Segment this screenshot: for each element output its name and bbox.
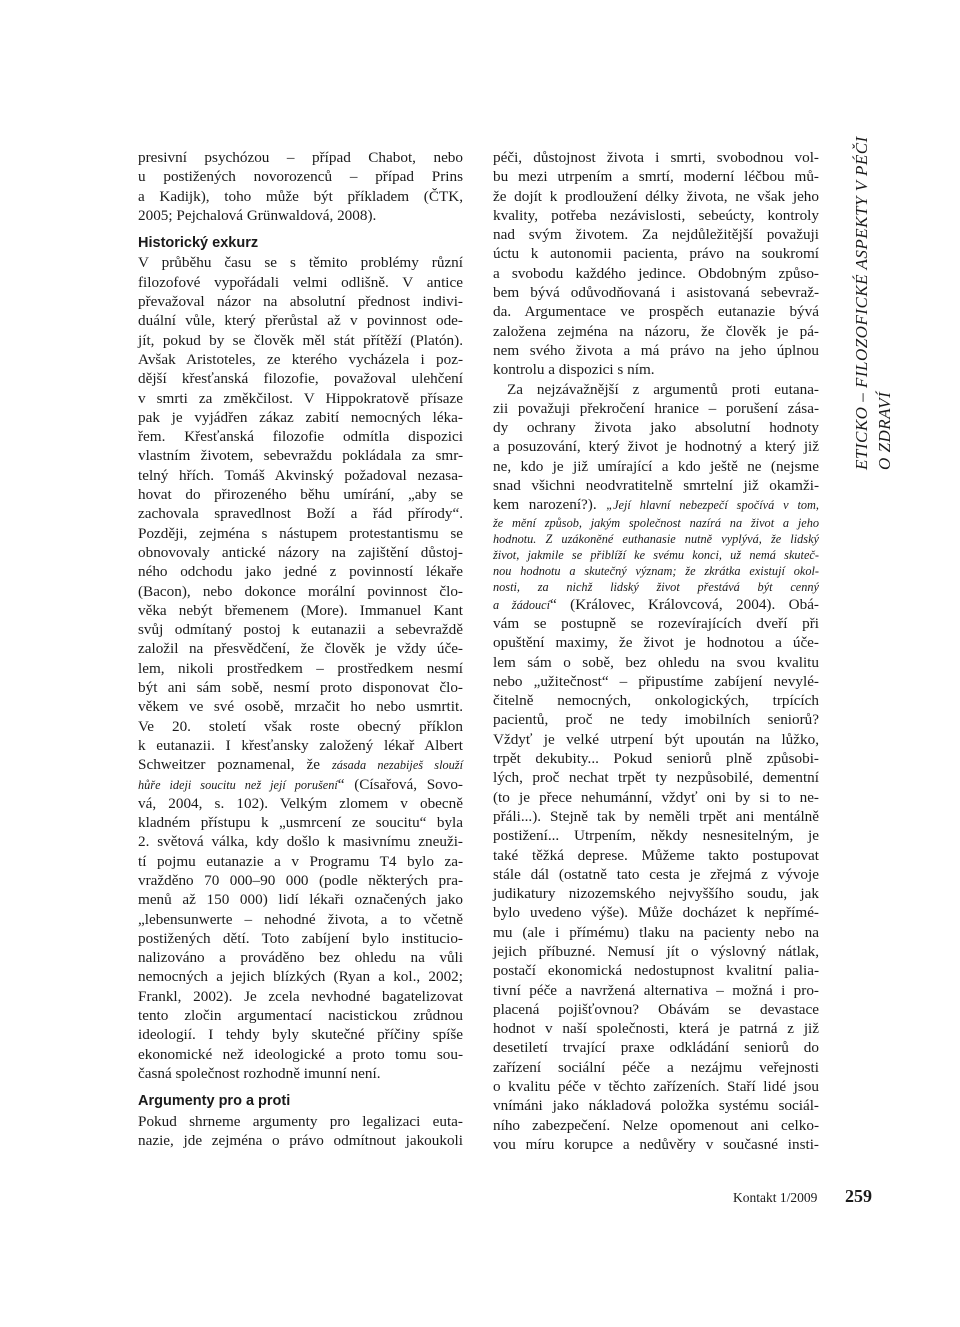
text-line: nad svým životem. Za nejdůležitější považuji	[493, 226, 819, 244]
text-line: V průběhu času se s těmito problémy různí	[138, 254, 463, 272]
text-line: „lebensunwerte – nehodné života, a to včetně	[138, 910, 463, 928]
text-run: kem narození?).	[493, 496, 607, 514]
text-line: lem, nikoli prostředkem – prostředkem nesmí	[138, 659, 463, 677]
text-line: kontrolu a dispozici s ním.	[493, 361, 655, 379]
text-line: vou míru korupce a nedůvěry v současné insti-	[493, 1135, 819, 1153]
text-line	[493, 531, 819, 547]
text-line: ního zabezpečení. Nelze opomenout ani celko-	[493, 1116, 819, 1134]
section-title-line-2: O ZDRAVÍ	[875, 391, 894, 470]
text-line: Pokud shrneme argumenty pro legalizaci euta-	[138, 1112, 463, 1130]
text-line: lých, proč nechat trpět ty nezpůsobilé, dementní	[493, 769, 819, 787]
text-line: ného odchodu jako jedné z povinností lékaře	[138, 563, 463, 581]
text-line: mu (ale i přímému) tlaku na pacienty nebo na	[493, 923, 819, 941]
text-line: hodnot v naší společnosti, která je patrná z již	[493, 1020, 819, 1038]
text-line: v smrti za změkčilost. V Hippokratově přísaze	[138, 389, 463, 407]
text-line	[493, 547, 819, 563]
quote-italic: že mění způsob, jakým společnost nazírá na život a jeho	[493, 515, 819, 530]
text-line: (to je přece nehumánní, vždyť oni by si to ne-	[493, 788, 819, 806]
text-line: 2. světová válka, kdy došlo k masivnímu zneuži-	[138, 833, 463, 851]
text-line: a posuzování, který život je hodnotný a který již	[493, 438, 819, 456]
text-line: ne, kdo je již umírající a kdo ještě ne (nejsme	[493, 457, 819, 475]
text-line: převažoval názor na absolutní přednost indivi-	[138, 293, 463, 311]
text-line	[493, 495, 819, 514]
text-line: řem. Křesťanská filozofie odmítla dispozici	[138, 428, 463, 446]
text-line: postižených dětí. Toto zabíjení bylo institucio-	[138, 929, 463, 947]
section-title-line-1: ETICKO – FILOZOFICKÉ ASPEKTY V PÉČI	[852, 136, 871, 470]
text-line: lem sám o sobě, bez ohledu na svou kvalitu	[493, 653, 819, 671]
text-line: ideologií. I tehdy byly skutečné příčiny spíše	[138, 1026, 463, 1044]
text-line: vražděno 70 000–90 000 (podle některých pra-	[138, 871, 463, 889]
text-line: vlastním životem, sebevraždu pokládala za smr-	[138, 447, 463, 465]
text-line: nazie, jde zejména o právo odmítnout jakoukoli	[138, 1131, 463, 1149]
text-line: věkem ve své osobě, mrzačit ho nebo usmrtit.	[138, 698, 463, 716]
text-line: úctu k autonomii pacienta, právo na soukromí	[493, 245, 819, 263]
quote-italic: život, jakmile se přiblíží ke svému konci, už nemá skuteč-	[493, 547, 819, 562]
quote-italic: hodnotu. Z uzákoněné euthanasie nutně vyplývá, že lidský	[493, 531, 819, 546]
text-line: o kvalitu péče v těchto zařízeních. Staří lidé jsou	[493, 1078, 819, 1096]
text-line: a Kadijk), toho může být příkladem (ČTK,	[138, 187, 463, 205]
text-line: založil na přesvědčení, že člověk je vždy úče-	[138, 640, 463, 658]
text-line: vnímáni jako nákladová položka systému sociál-	[493, 1097, 819, 1115]
quote-italic: „Její hlavní nebezpečí spočívá v tom,	[606, 498, 819, 513]
paragraph-gap	[138, 1083, 463, 1092]
text-line: čitelně nemocných, onkologických, trpících	[493, 692, 819, 710]
text-line: hovat do přirozeného běhu umírání, „aby se	[138, 486, 463, 504]
section-heading-historicky-exkurz: Historický exkurz	[138, 235, 259, 252]
text-line: judikatury nizozemského nejvyššího soudu, jak	[493, 885, 819, 903]
text-line: trpět dekubity... Pokud seniorů plně způsobi-	[493, 750, 819, 768]
text-line: pacientů, proč ne tedy imobilních seniorů?	[493, 711, 819, 729]
text-line: opuštění maximy, že život je hodnotou a úče-	[493, 634, 819, 652]
text-line: 2005; Pejchalová Grünwaldová, 2008).	[138, 206, 377, 224]
text-line: kvality, potřeba nezávislosti, sebeúcty, kontroly	[493, 206, 819, 224]
text-line: tento zločin argumentací nacistickou zrůdnou	[138, 1007, 463, 1025]
quote-italic: hůře ideji soucitu než její porušení	[138, 777, 338, 792]
quote-italic: zásada nezabiješ slouží	[331, 758, 463, 773]
text-line: tí pojmu eutanazie a v Programu T4 bylo za-	[138, 852, 463, 870]
text-line: věka nebýt břemenem (More). Immanuel Kant	[138, 601, 463, 619]
text-line: vá, 2004, s. 102). Velkým zlomem v obecně	[138, 794, 463, 812]
text-line: vám se postupně se rozevírajících dveří při	[493, 614, 819, 632]
text-line: zii považuji překročení hranice – porušení zása-	[493, 399, 819, 417]
text-line: jejich příbuzné. Nemusí jít o výslovný nátlak,	[493, 942, 819, 960]
text-line: nebo „užitečnost“ – připustíme zabíjení nevylé-	[493, 672, 819, 690]
text-line: že dojít k prodloužení délky života, ne však jeho	[493, 187, 819, 205]
text-line: také těžká deprese. Můžeme takto postupovat	[493, 846, 819, 864]
text-line: být ani sám sobě, nesmí proto disponovat člo-	[138, 679, 463, 697]
text-line: telný hřích. Tomáš Akvinský požadoval nezasa-	[138, 466, 463, 484]
text-line: stále dál (ostatně tato cesta je zřejmá z vývoje	[493, 865, 819, 883]
text-line: da. Argumentace ve prospěch eutanazie bývá	[493, 303, 819, 321]
text-line: ekonomické než ideologické a proto tomu sou-	[138, 1045, 463, 1063]
running-section-title	[838, 82, 900, 482]
text-line: desetiletí trvající praxe odkládání seniorů do	[493, 1039, 819, 1057]
text-line: jít, pokud by se člověk měl stát přítěží (Platón).	[138, 331, 463, 349]
text-line: zachovala spravedlnost Boží a řád přírody“.	[138, 505, 463, 523]
text-run: “ (Královec, Královcová, 2004). Obá-	[550, 595, 819, 613]
text-line: Frankl, 2002). Je zcela nevhodné bagatelizovat	[138, 987, 463, 1005]
paragraph-gap	[138, 225, 463, 234]
text-line: obnovovaly antické názory na zajištění důstoj-	[138, 543, 463, 561]
text-line: Ve 20. století však roste obecný příklon	[138, 717, 463, 735]
text-line: snad všichni neodvratitelně smrtelní již okamži-	[493, 477, 819, 495]
text-line: presivní psychózou – případ Chabot, nebo	[138, 149, 463, 166]
quote-italic: a žádoucí	[493, 597, 551, 612]
journal-issue: Kontakt 1/2009	[733, 1190, 818, 1205]
text-line: postižení... Utrpením, někdy nesnesitelným, je	[493, 827, 819, 845]
text-line: založena zejména na názoru, že člověk je pá-	[493, 322, 819, 340]
text-line: duální vůle, který přerůstal až v povinnost ode-	[138, 312, 463, 330]
text-line: menů až 150 000) lidí lékaři označených jako	[138, 891, 463, 909]
text-line: péči, důstojnost života i smrti, svobodnou vol-	[493, 149, 819, 166]
text-line: postačí ekonomická nedostupnost kvalitní palia-	[493, 962, 819, 980]
text-line: svůj odmítaný postoj k eutanazii a sebevraždě	[138, 621, 463, 639]
text-run: “ (Císařová, Sovo-	[337, 775, 463, 793]
text-line: k eutanazii. I křesťansky založený lékař Albert	[138, 736, 463, 754]
text-line: Avšak Aristoteles, ze kterého vycházela i poz-	[138, 350, 463, 368]
text-line: Vždyť je velké utrpení být upoután na lůžko,	[493, 730, 819, 748]
text-line	[493, 515, 819, 531]
text-line: přáli...). Stejně tak by neměli trpět ani mentálně	[493, 807, 819, 825]
text-line: pak je vyjádřen zákaz zabití nemocných léka-	[138, 408, 463, 426]
right-text-column	[493, 148, 819, 1154]
text-line	[493, 563, 819, 579]
text-line	[138, 775, 463, 794]
text-line: (Bacon), nebo dokonce morální povinnost člo-	[138, 582, 463, 600]
text-line: u postižených novorozenců – případ Prins	[138, 168, 463, 186]
text-line: bu mezi utrpením a smrtí, moderní léčbou mů-	[493, 168, 819, 186]
text-line: zařízení sociální péče a nezájmu veřejnosti	[493, 1058, 819, 1076]
page-footer	[733, 1186, 873, 1210]
text-run: Schweitzer poznamenal, že	[138, 756, 332, 774]
text-line: nalizováno a prováděno bez ohledu na vůli	[138, 949, 463, 967]
quote-italic: nosti, za nichž lidský život přestává být cenný	[493, 579, 819, 594]
text-line: nem svého života a má právo na jeho úplnou	[493, 341, 819, 359]
text-line	[493, 595, 819, 614]
left-text-column	[138, 148, 463, 1150]
text-line: časná společnost rozhodně imunní není.	[138, 1064, 381, 1082]
text-line: Později, zejména s nástupem protestantismu se	[138, 524, 463, 542]
text-line	[138, 755, 463, 774]
quote-italic: nou hodnotu a skutečný význam; že zkrátka existují okol-	[493, 563, 819, 578]
text-line: dější křesťanská filozofie, považoval ulehčení	[138, 370, 463, 388]
text-line	[493, 579, 819, 595]
text-line: tivní péče a navržená alternativa – možná i pro-	[493, 981, 819, 999]
text-line: filozofové vypořádali velmi odlišně. V antice	[138, 273, 463, 291]
section-heading-argumenty: Argumenty pro a proti	[138, 1093, 291, 1110]
text-line: a svobodu každého jedince. Obdobným způso-	[493, 264, 819, 282]
text-line: nemocných a jejich blízkých (Ryan a kol., 2002;	[138, 968, 463, 986]
text-line: placená pojišťovnou? Obávám se devastace	[493, 1000, 819, 1018]
text-line: dy ochrany života jako absolutní hodnoty	[493, 419, 819, 437]
text-line: bylo uvedeno výše). Může docházet k nepřímé-	[493, 904, 819, 922]
text-line: Za nejzávažnější z argumentů proti eutana-	[507, 380, 819, 398]
text-line: bem bývá odůvodňovaná i asistovaná sebevraž-	[493, 284, 819, 302]
page-number: 259	[845, 1186, 872, 1206]
text-line: kladném přístupu k „usmrcení ze soucitu“ byla	[138, 814, 463, 832]
